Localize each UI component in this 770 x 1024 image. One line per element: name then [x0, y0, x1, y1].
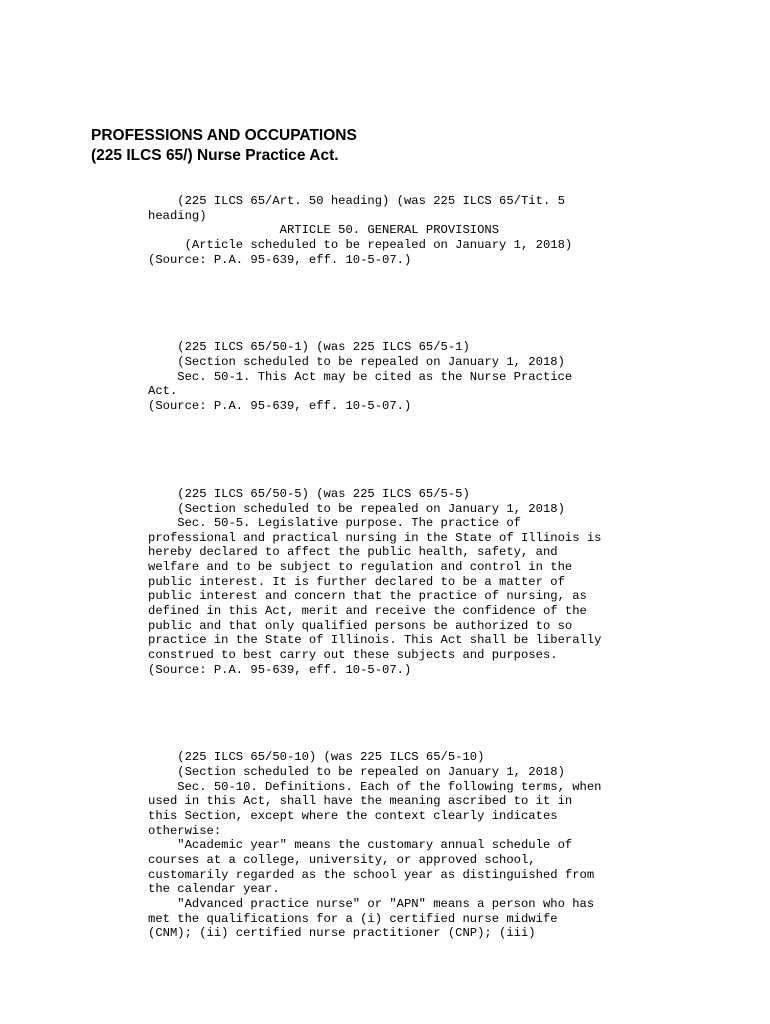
document-heading	[91, 126, 357, 166]
text-line: the calendar year.	[148, 882, 280, 897]
text-line: Sec. 50-5. Legislative purpose. The practice of	[148, 516, 521, 531]
text-line: (CNM); (ii) certified nurse practitioner (CNP); (iii)	[148, 926, 536, 941]
text-line: (Section scheduled to be repealed on January 1, 2018)	[148, 355, 565, 370]
text-line: heading)	[148, 208, 207, 223]
text-line: (225 ILCS 65/50-10) (was 225 ILCS 65/5-10)	[148, 750, 485, 765]
text-line: used in this Act, shall have the meaning ascribed to it in	[148, 794, 573, 809]
text-line: (225 ILCS 65/50-5) (was 225 ILCS 65/5-5)	[148, 486, 470, 501]
section-spacer	[148, 414, 748, 487]
statute-section	[148, 194, 748, 267]
text-line: (Section scheduled to be repealed on January 1, 2018)	[148, 501, 565, 516]
text-line: public interest. It is further declared to be a matter of	[148, 574, 565, 589]
text-line: ARTICLE 50. GENERAL PROVISIONS	[148, 223, 500, 238]
text-line: construed to best carry out these subjects and purposes.	[148, 647, 558, 662]
text-line: (Source: P.A. 95-639, eff. 10-5-07.)	[148, 662, 412, 677]
text-line: otherwise:	[148, 823, 222, 838]
text-line: Sec. 50-1. This Act may be cited as the Nurse Practice	[148, 369, 573, 384]
statute-section	[148, 487, 748, 677]
heading-subtitle: (225 ILCS 65/) Nurse Practice Act.	[91, 147, 339, 164]
section-spacer	[148, 267, 748, 340]
text-line: welfare and to be subject to regulation and control in the	[148, 560, 573, 575]
text-line: (Source: P.A. 95-639, eff. 10-5-07.)	[148, 399, 412, 414]
text-line: (Source: P.A. 95-639, eff. 10-5-07.)	[148, 252, 412, 267]
text-line: practice in the State of Illinois. This Act shall be liberally	[148, 633, 602, 648]
statute-section	[148, 750, 748, 940]
text-line: (Section scheduled to be repealed on January 1, 2018)	[148, 765, 565, 780]
text-line: Sec. 50-10. Definitions. Each of the following terms, when	[148, 779, 602, 794]
statute-text	[148, 194, 748, 941]
text-line: public and that only qualified persons be authorized to so	[148, 618, 573, 633]
section-spacer	[148, 677, 748, 750]
text-line: professional and practical nursing in the State of Illinois is	[148, 530, 602, 545]
text-line: "Advanced practice nurse" or "APN" means a person who has	[148, 896, 595, 911]
statute-section	[148, 340, 748, 413]
text-line: met the qualifications for a (i) certified nurse midwife	[148, 911, 558, 926]
text-line: defined in this Act, merit and receive the confidence of the	[148, 604, 587, 619]
heading-title: PROFESSIONS AND OCCUPATIONS	[91, 127, 357, 144]
text-line: (225 ILCS 65/50-1) (was 225 ILCS 65/5-1)	[148, 340, 470, 355]
text-line: public interest and concern that the practice of nursing, as	[148, 589, 587, 604]
text-line: (Article scheduled to be repealed on January 1, 2018)	[148, 237, 573, 252]
text-line: hereby declared to affect the public health, safety, and	[148, 545, 558, 560]
text-line: "Academic year" means the customary annual schedule of	[148, 838, 573, 853]
text-line: this Section, except where the context clearly indicates	[148, 809, 558, 824]
text-line: customarily regarded as the school year as distinguished from	[148, 867, 595, 882]
text-line: Act.	[148, 384, 178, 399]
text-line: (225 ILCS 65/Art. 50 heading) (was 225 ILCS 65/Tit. 5	[148, 194, 565, 208]
text-line: courses at a college, university, or approved school,	[148, 852, 536, 867]
